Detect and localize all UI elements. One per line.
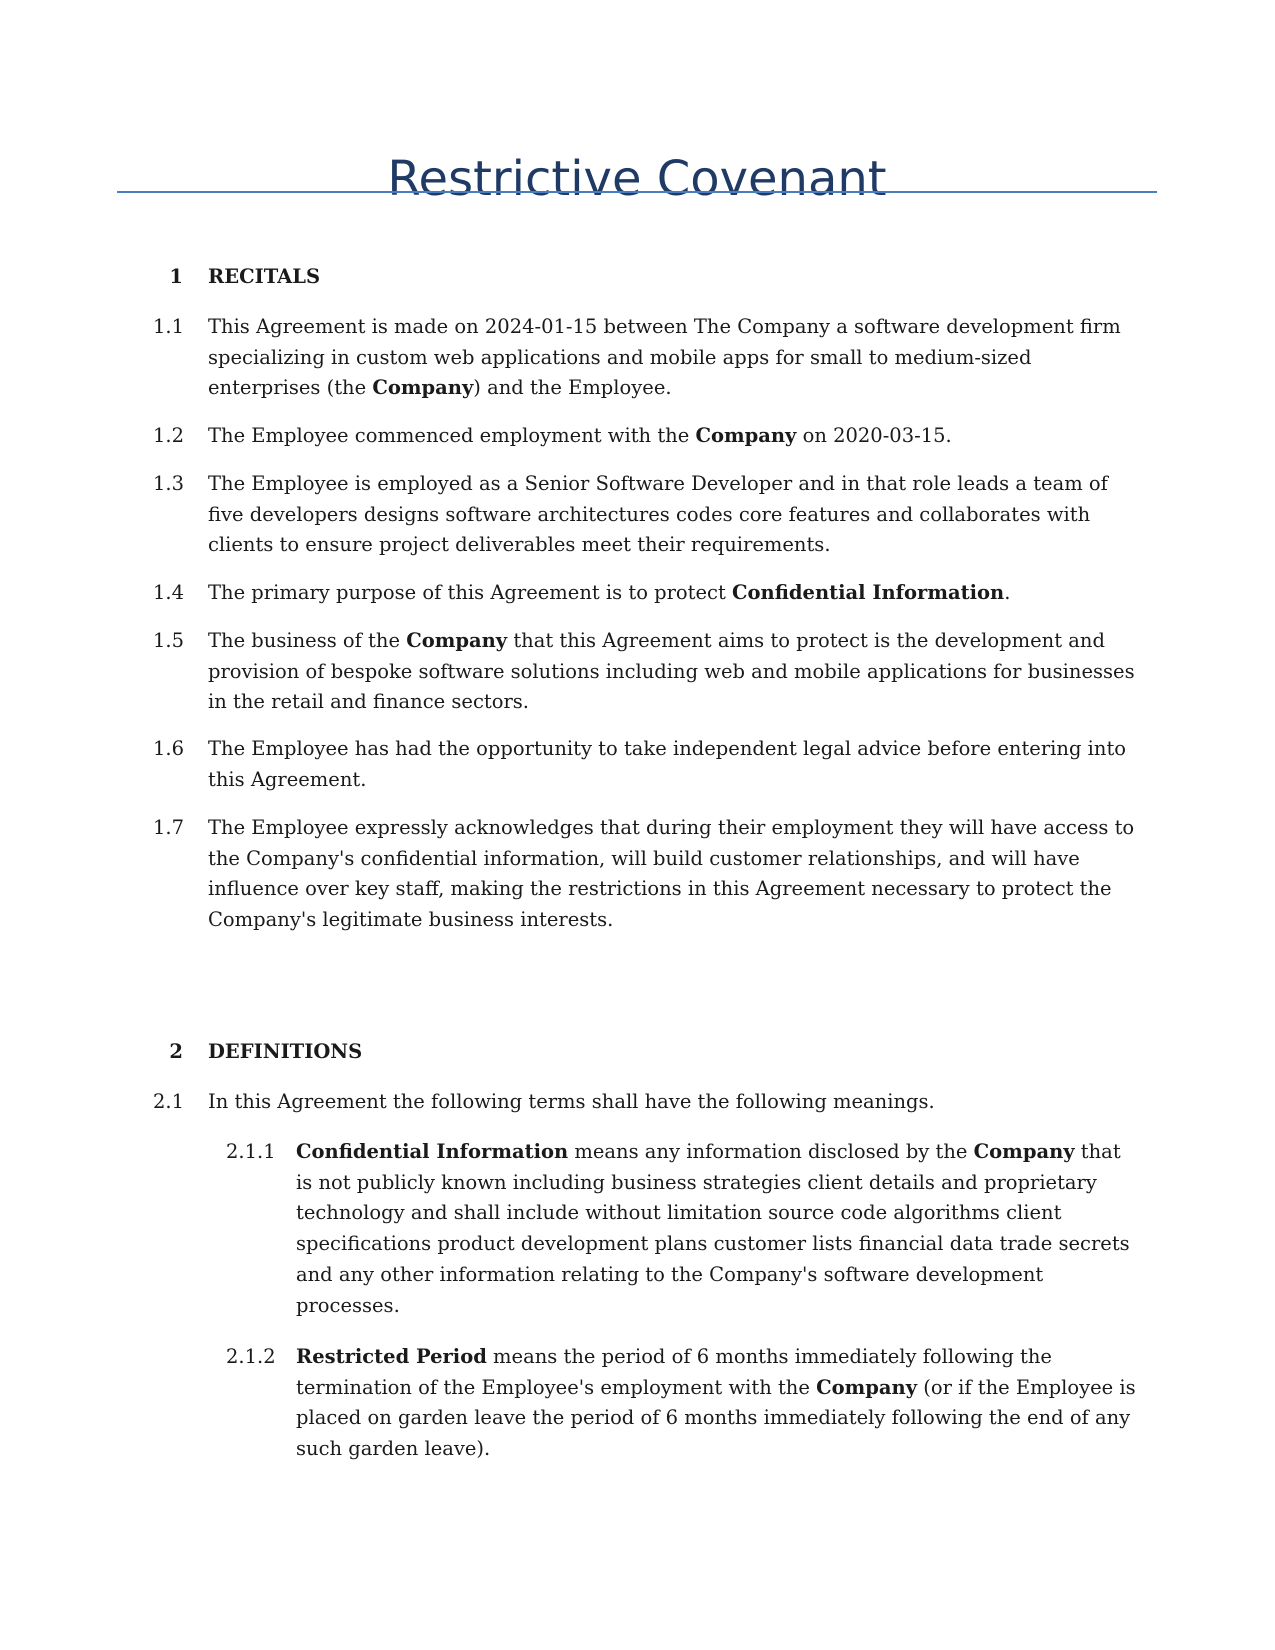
clause-number: 1.5 — [153, 629, 185, 652]
clause-text: In this Agreement the following terms shall have the following meanings. — [208, 1090, 935, 1113]
clause-text: The Employee has had the opportunity to take independent legal advice before entering into this Agreement. — [208, 737, 1127, 791]
clause-number: 1.2 — [153, 424, 185, 447]
section-title: RECITALS — [208, 265, 321, 288]
title-underline — [117, 191, 1157, 193]
defined-term: Company — [816, 1375, 918, 1399]
clause-text: The Employee expressly acknowledges that during their employment they will have access to the Company's confidential information, will build customer relationships, and will have influence over key staff, making the restrictions in this Agreement necessary to protect the Company's legitimate business interests. — [208, 816, 1135, 932]
subclause-text: Restricted Period means the period of 6 months immediately following the termination of the Employee's employment with the Company (or if the Employee is placed on garden leave the period of 6 months immediately following the end of any such garden leave). — [296, 1345, 1136, 1461]
clause-number: 1.1 — [153, 315, 185, 338]
subclause-number: 2.1.1 — [226, 1140, 276, 1163]
subclause-text: Confidential Information means any information disclosed by the Company that is not publicly known including business strategies client details and proprietary technology and shall include without limitation source code algorithms client specifications product development plans customer lists financial data trade secrets and any other information relating to the Company's software development processes. — [296, 1140, 1130, 1317]
document-title: Restrictive Covenant — [387, 151, 887, 208]
clause-number: 2.1 — [153, 1090, 185, 1113]
clause-text: The Employee is employed as a Senior Software Developer and in that role leads a team of five developers designs software architectures codes core features and collaborates with clients to ensure project deliverables meet their requirements. — [208, 472, 1108, 557]
defined-term: Company — [973, 1140, 1075, 1163]
clause-number: 1.6 — [153, 737, 185, 760]
defined-term: Confidential Information — [296, 1140, 569, 1163]
clause-text: The Employee commenced employment with the Company on 2020-03-15. — [208, 424, 952, 447]
clause-text: This Agreement is made on 2024-01-15 between The Company a software development firm specializing in custom web applications and mobile apps for small to medium-sized enterprises (the Company) and the Employee. — [208, 315, 1121, 400]
clause-number: 1.7 — [153, 816, 185, 839]
defined-term: Company — [695, 424, 797, 447]
clause-text: The business of the Company that this Agreement aims to protect is the development and provision of bespoke software solutions including web and mobile applications for businesses in the retail and finance sectors. — [208, 629, 1135, 714]
defined-term: Restricted Period — [296, 1345, 487, 1368]
defined-term: Company — [372, 376, 474, 400]
clause-number: 1.3 — [153, 472, 185, 495]
subclause-number: 2.1.2 — [226, 1345, 276, 1368]
defined-term: Company — [406, 629, 508, 652]
section-number: 2 — [169, 1040, 183, 1063]
defined-term: Confidential Information — [732, 581, 1005, 604]
clause-text: The primary purpose of this Agreement is to protect Confidential Information. — [208, 581, 1011, 604]
section-number: 1 — [169, 265, 183, 288]
section-title: DEFINITIONS — [208, 1040, 363, 1063]
clause-number: 1.4 — [153, 581, 185, 604]
